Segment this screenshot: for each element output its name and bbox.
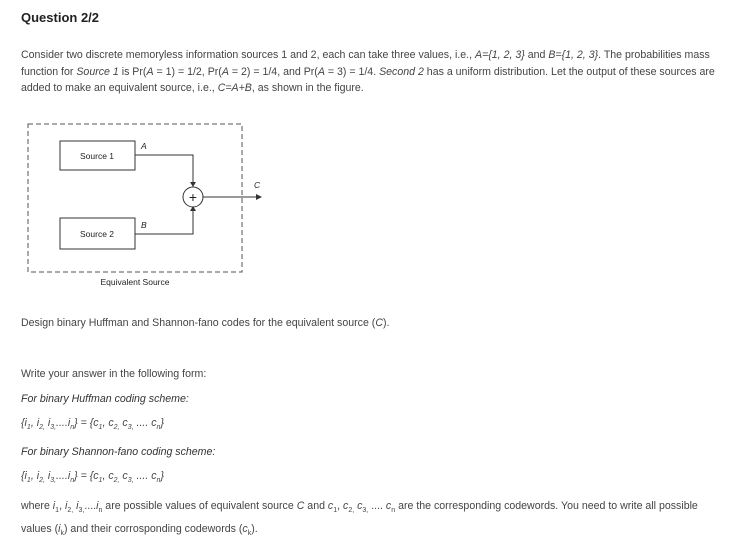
huffman-formula: {$i_1$, $i_{2,}$ $i_{3,}....i_n\} = \{c_1$, $c_{2,}$ $c_{3,}$ .... $c_n$}	[21, 417, 164, 432]
answer-form-instruction: Write your answer in the following form:	[21, 368, 207, 380]
source-1-label: Source 1	[79, 151, 115, 161]
equivalent-source-label: Equivalent Source	[100, 277, 170, 287]
b-label: B	[141, 220, 147, 230]
shannon-fano-formula: {$i_1$, $i_{2,}$ $i_{3,}....i_n\} = \{c_1$, $c_{2,}$ $c_{3,}$ .... $c_n$}	[21, 470, 164, 485]
plus-symbol: +	[188, 189, 198, 205]
a-label: A	[141, 141, 147, 151]
c-arrowhead	[256, 194, 262, 200]
source-2-label: Source 2	[79, 229, 115, 239]
c-label: C	[254, 180, 261, 190]
huffman-heading: For binary Huffman coding scheme:	[21, 393, 189, 405]
a-arrowhead	[190, 182, 196, 187]
problem-statement: Consider two discrete memoryless information sources 1 and 2, each can take three values, i.e., A={1, 2, 3} and B={1, 2, 3}. The probabilities mass function for Source 1 is Pr(A = 1) = 1/2, Pr(A = 2) = 1/4, and Pr(A = 3) = 1/4. Second 2 has a uniform distribution. Let the output of these sources are added to make an equivalent source, i.e., C=A+B, as shown in the figure.	[21, 49, 715, 94]
question-title: Question 2/2	[21, 10, 100, 25]
shannon-fano-heading: For binary Shannon-fano coding scheme:	[21, 446, 216, 458]
a-signal-line	[135, 155, 193, 186]
footer-explanation: where $i_1$, $i_{2,}$ $i_{3,}....i_n$ are possible values of equivalent source C and $c_1$, $c_{2,}$ $c_{3,}$ .... $c_n$ are the corresponding codewords. You need to write all possible values $(i_k)$ and their corrosponding codewords $(c_k)$.	[21, 500, 698, 538]
design-instruction: Design binary Huffman and Shannon-fano codes for the equivalent source (C).	[21, 317, 390, 329]
